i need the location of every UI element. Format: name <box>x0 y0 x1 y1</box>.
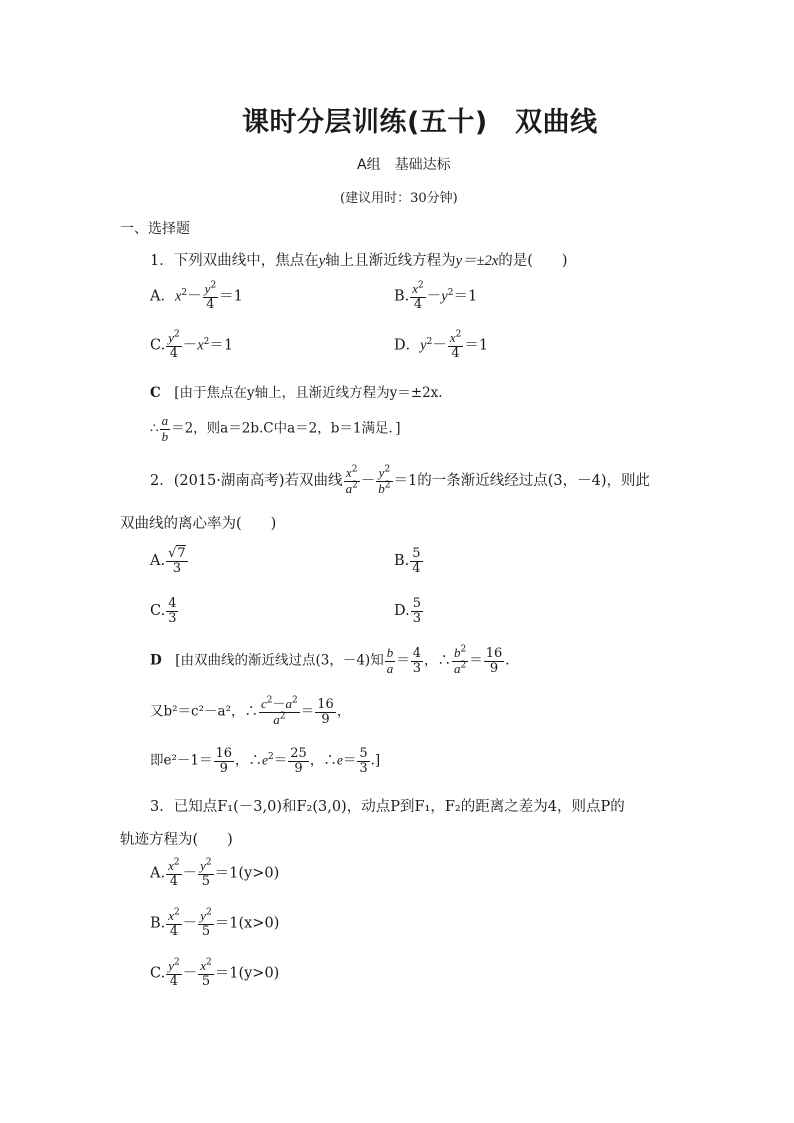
question-1-option-b: B. $\frac{x^2}{4}$ $-y^2=1$ <box>394 280 478 312</box>
question-2-option-a: A. $\frac{√7}{3}$ <box>150 546 186 576</box>
question-2-stem-line-2: 双曲线的离心率为( ) <box>120 516 277 532</box>
question-2-stem-line-1: 2．(2015·湖南高考)若双曲线 $\frac{x^2}{a^2}$ － $\frac{y^2}{b^2}$ ＝1的一条渐近线经过点(3，－4)，则此 <box>150 464 651 496</box>
question-2-answer-line-3: 即e²－1＝ $\frac{16}{9}$ ，$\therefore e^2=$ $\frac{25}{9}$ ，∴e＝ $\frac{5}{3}$ .] <box>150 746 381 776</box>
question-2-option-d: D. $\frac{5}{3}$ <box>394 596 421 626</box>
question-1-option-c: C. $\frac{y^2}{4}$ $-x^2=1$ <box>150 329 234 361</box>
question-1-option-d: D．$y^2-$ $\frac{x^2}{4}$ ＝1 <box>394 329 489 361</box>
question-1-stem: 1．下列双曲线中，焦点在y轴上且渐近线方程为y＝±2x的是( ) <box>150 253 568 269</box>
question-2-answer-line-2: 又b²＝c²－a²，∴ $\frac{c^2-a^2}{a^2}$ ＝ $\frac{16}{9}$ ， <box>150 695 351 727</box>
question-3-option-c: C. $\frac{y^2}{4}$ － $\frac{x^2}{5}$ ＝1(y>0) <box>150 957 280 989</box>
question-3-option-a: A. $\frac{x^2}{4}$ － $\frac{y^2}{5}$ ＝1(y>0) <box>150 857 280 889</box>
question-1-option-a: A．$x^2-$ $\frac{y^2}{4}$ ＝1 <box>150 280 243 312</box>
question-1-answer-line-1: C [由于焦点在y轴上，且渐近线方程为y＝±2x. <box>150 385 443 401</box>
question-3-option-b: B. $\frac{x^2}{4}$ － $\frac{y^2}{5}$ ＝1(x>0) <box>150 907 280 939</box>
question-2-option-c: C. $\frac{4}{3}$ <box>150 596 177 626</box>
question-1-answer-line-2: ∴ $\frac{a}{b}$ ＝2，则a＝2b.C中a＝2，b＝1满足．] <box>150 413 401 444</box>
time-suggestion: (建议用时：30分钟) <box>340 191 458 206</box>
question-2-option-b: B. $\frac{5}{4}$ <box>394 546 421 576</box>
section-heading: 一、选择题 <box>120 221 190 237</box>
question-2-answer-line-1: D [由双曲线的渐近线过点(3，－4)知 $\frac{b}{a}$ ＝ $\frac{4}{3}$ ，∴ $\frac{b^2}{a^2}$ ＝ $\frac{16}{9}$ . <box>150 644 510 676</box>
group-heading: A组 基础达标 <box>357 157 451 173</box>
question-3-stem-line-2: 轨迹方程为( ) <box>120 832 233 848</box>
page-title: 课时分层训练(五十) 双曲线 <box>242 107 598 138</box>
question-3-stem-line-1: 3．已知点F₁(－3,0)和F₂(3,0)，动点P到F₁，F₂的距离之差为4，则点P的 <box>150 799 625 815</box>
